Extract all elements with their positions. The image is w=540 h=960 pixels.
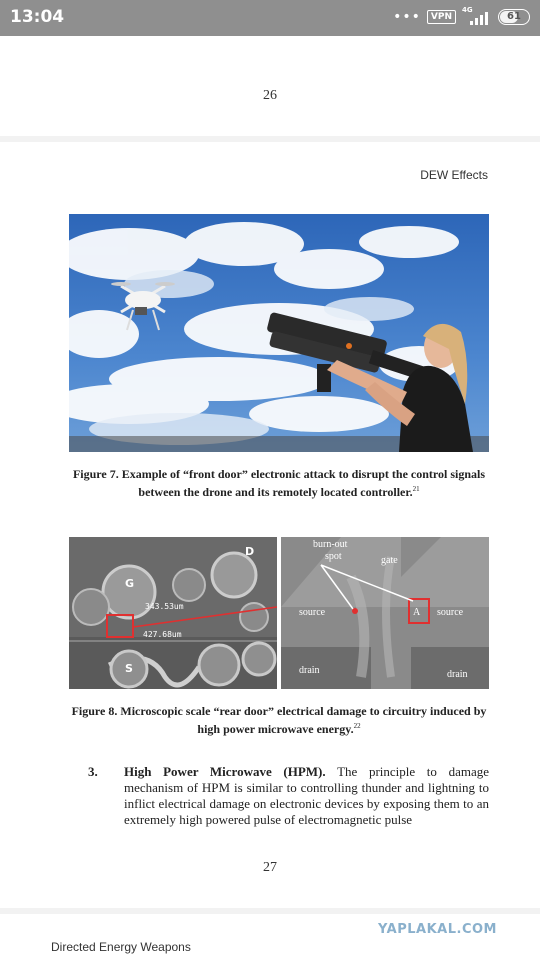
label-s: S (125, 662, 133, 675)
label-burnout: burn-out (313, 539, 348, 550)
footnote-ref-21: 21 (412, 485, 420, 493)
status-bar (0, 0, 540, 36)
status-time: 13:04 (10, 7, 65, 27)
label-d: D (245, 545, 255, 558)
page-number-26: 26 (263, 88, 277, 103)
figure-8-micrographs (69, 537, 489, 689)
vpn-icon: VPN (427, 10, 456, 24)
battery-level: 61 (507, 11, 521, 22)
battery-icon (498, 9, 530, 25)
label-a: A (413, 607, 421, 618)
list-item-text: The principle to damage mechanism of HPM is similar to controlling thunder and lightning to inflict electrical damage on electronic devices by exposing them to an extremely high powered pulse of electromagnetic pulse (124, 764, 490, 827)
label-drain-right: drain (447, 669, 468, 680)
list-item-title: High Power Microwave (HPM). (124, 764, 326, 779)
page-number-27: 27 (263, 860, 277, 875)
figure-7-photo (69, 214, 489, 452)
label-drain-left: drain (299, 665, 320, 676)
label-source-left: source (299, 607, 326, 618)
label-spot: spot (325, 551, 342, 562)
page-27 (0, 142, 540, 908)
page-28 (0, 914, 540, 960)
label-g: G (125, 577, 135, 590)
notification-dots-icon: ••• (393, 9, 421, 25)
label-gate: gate (381, 555, 398, 566)
label-measure-2: 427.68um (143, 630, 182, 639)
footnote-ref-22: 22 (353, 722, 361, 730)
running-footer: Directed Energy Weapons (51, 940, 191, 954)
label-measure-1: 343.53um (145, 602, 184, 611)
figure-8-caption (69, 704, 489, 737)
figure-8-caption-text: Figure 8. Microscopic scale “rear door” electrical damage to circuitry induced by high power microwave energy. (71, 704, 487, 736)
figure-7-caption-text: Figure 7. Example of “front door” electronic attack to disrupt the control signals between the drone and its remotely located controller. (72, 467, 486, 499)
status-icons (393, 6, 530, 25)
drone-jammer-image (69, 214, 489, 452)
watermark: YAPLAKAL.COM (378, 922, 497, 937)
list-item-body (124, 764, 489, 828)
network-type: 4G (462, 6, 473, 14)
sem-image-right (281, 537, 489, 689)
signal-icon (462, 6, 492, 25)
list-item-number: 3. (88, 764, 98, 779)
label-source-right: source (437, 607, 464, 618)
page-26 (0, 36, 540, 136)
sem-image-left (69, 537, 277, 689)
figure-7-caption (69, 467, 489, 500)
running-header: DEW Effects (420, 168, 488, 182)
